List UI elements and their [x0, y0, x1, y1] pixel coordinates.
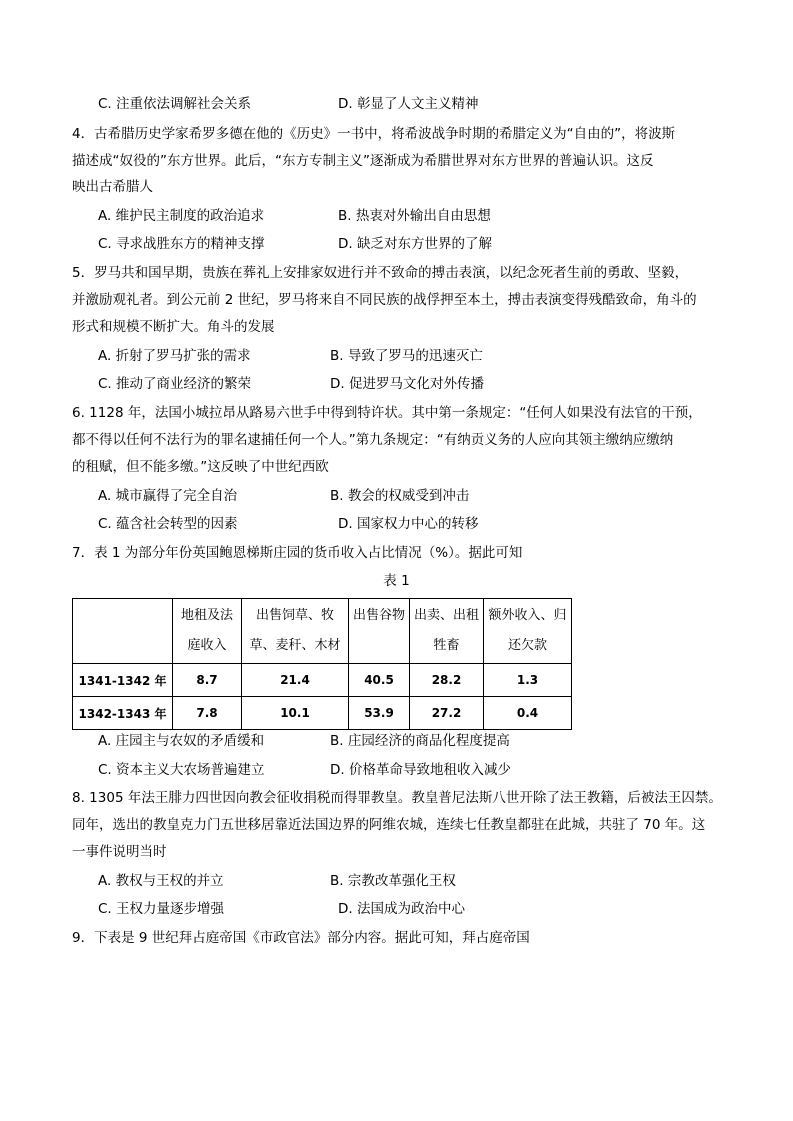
q5-stem-line1: 5．罗马共和国早期，贵族在葬礼上安排家奴进行并不致命的搏击表演，以纪念死者生前的勇敢、坚毅，	[72, 265, 689, 281]
q5-option-d: D. 促进罗马文化对外传播	[330, 376, 484, 392]
q7-option-c: C. 资本主义大农场普遍建立	[98, 762, 265, 778]
q7-option-b: B. 庄园经济的商品化程度提高	[330, 733, 510, 749]
table-header-cell	[73, 599, 173, 664]
q8-stem-line3: 一事件说明当时	[72, 844, 167, 860]
q5-option-b: B. 导致了罗马的迅速灭亡	[330, 348, 483, 364]
q3-option-c: C. 注重依法调解社会关系	[98, 96, 252, 112]
table-header-row	[73, 599, 572, 664]
q6-option-d: D. 国家权力中心的转移	[338, 516, 479, 532]
table-header-cell: 地租及法 庭收入	[173, 599, 242, 664]
q5-option-a: A. 折射了罗马扩张的需求	[98, 348, 251, 364]
q3-option-d: D. 彰显了人文主义精神	[338, 96, 479, 112]
q4-option-d: D. 缺乏对东方世界的了解	[338, 236, 492, 252]
q4-stem-line2: 描述成“奴役的”东方世界。此后，“东方专制主义”逐渐成为希腊世界对东方世界的普遍认识。这反	[72, 153, 654, 169]
q5-option-c: C. 推动了商业经济的繁荣	[98, 376, 252, 392]
q6-stem-line2: 都不得以任何不法行为的罪名逮捕任何一个人。”第九条规定：“有纳贡义务的人应向其领主缴纳应缴纳	[72, 432, 674, 448]
q7-option-a: A. 庄园主与农奴的矛盾缓和	[98, 733, 265, 749]
q8-option-b: B. 宗教改革强化王权	[330, 873, 456, 889]
table-cell: 53.9	[349, 697, 410, 730]
q6-option-c: C. 蕴含社会转型的因素	[98, 516, 238, 532]
q5-stem-line2: 并激励观礼者。到公元前 2 世纪，罗马将来自不同民族的战俘押至本土，搏击表演变得残酷致命，角斗的	[72, 292, 697, 308]
q4-option-a: A. 维护民主制度的政治追求	[98, 208, 265, 224]
table-cell: 40.5	[349, 664, 410, 697]
table-cell-year: 1342-1343 年	[73, 697, 173, 730]
table-header-cell: 出售谷物	[349, 599, 410, 664]
q8-option-a: A. 教权与王权的并立	[98, 873, 224, 889]
q8-stem-line2: 同年，选出的教皇克力门五世移居靠近法国边界的阿维农城，连续七任教皇都驻在此城，共驻了 70 年。这	[72, 817, 706, 833]
q6-stem-line1: 6. 1128 年，法国小城拉昂从路易六世手中得到特许状。其中第一条规定：“任何人如果没有法官的干预，	[72, 405, 702, 421]
table-cell: 28.2	[410, 664, 484, 697]
table-cell: 10.1	[242, 697, 349, 730]
q8-stem-line1: 8. 1305 年法王腓力四世因向教会征收捐税而得罪教皇。教皇普尼法斯八世开除了法王教籍，后被法王囚禁。	[72, 790, 722, 806]
q8-option-d: D. 法国成为政治中心	[338, 901, 465, 917]
table-cell: 27.2	[410, 697, 484, 730]
table-header-cell: 出卖、出租 牲畜	[410, 599, 484, 664]
q6-option-a: A. 城市赢得了完全自治	[98, 488, 238, 504]
q8-option-c: C. 王权力量逐步增强	[98, 901, 225, 917]
q4-stem-line3: 映出古希腊人	[72, 179, 153, 195]
table-cell: 7.8	[173, 697, 242, 730]
q4-stem-line1: 4．古希腊历史学家希罗多德在他的《历史》一书中，将希波战争时期的希腊定义为“自由的”，将波斯	[72, 126, 676, 142]
table-header-cell: 额外收入、归 还欠款	[484, 599, 572, 664]
table-header-cell: 出售饲草、牧 草、麦秆、木材	[242, 599, 349, 664]
income-table	[72, 598, 572, 730]
table-cell: 1.3	[484, 664, 572, 697]
table-cell: 21.4	[242, 664, 349, 697]
q6-stem-line3: 的租赋，但不能多缴。”这反映了中世纪西欧	[72, 459, 329, 475]
table-cell: 0.4	[484, 697, 572, 730]
table-row	[73, 697, 572, 730]
table-title: 表 1	[383, 573, 410, 589]
table-cell-year: 1341-1342 年	[73, 664, 173, 697]
table-row	[73, 664, 572, 697]
q4-option-b: B. 热衷对外输出自由思想	[338, 208, 491, 224]
q5-stem-line3: 形式和规模不断扩大。角斗的发展	[72, 319, 275, 335]
q6-option-b: B. 教会的权威受到冲击	[330, 488, 470, 504]
q9-stem-line1: 9．下表是 9 世纪拜占庭帝国《市政官法》部分内容。据此可知，拜占庭帝国	[72, 930, 530, 946]
q7-option-d: D. 价格革命导致地租收入减少	[330, 762, 511, 778]
table-cell: 8.7	[173, 664, 242, 697]
q7-stem: 7．表 1 为部分年份英国鲍恩梯斯庄园的货币收入占比情况（%）。据此可知	[72, 545, 523, 561]
q4-option-c: C. 寻求战胜东方的精神支撑	[98, 236, 265, 252]
